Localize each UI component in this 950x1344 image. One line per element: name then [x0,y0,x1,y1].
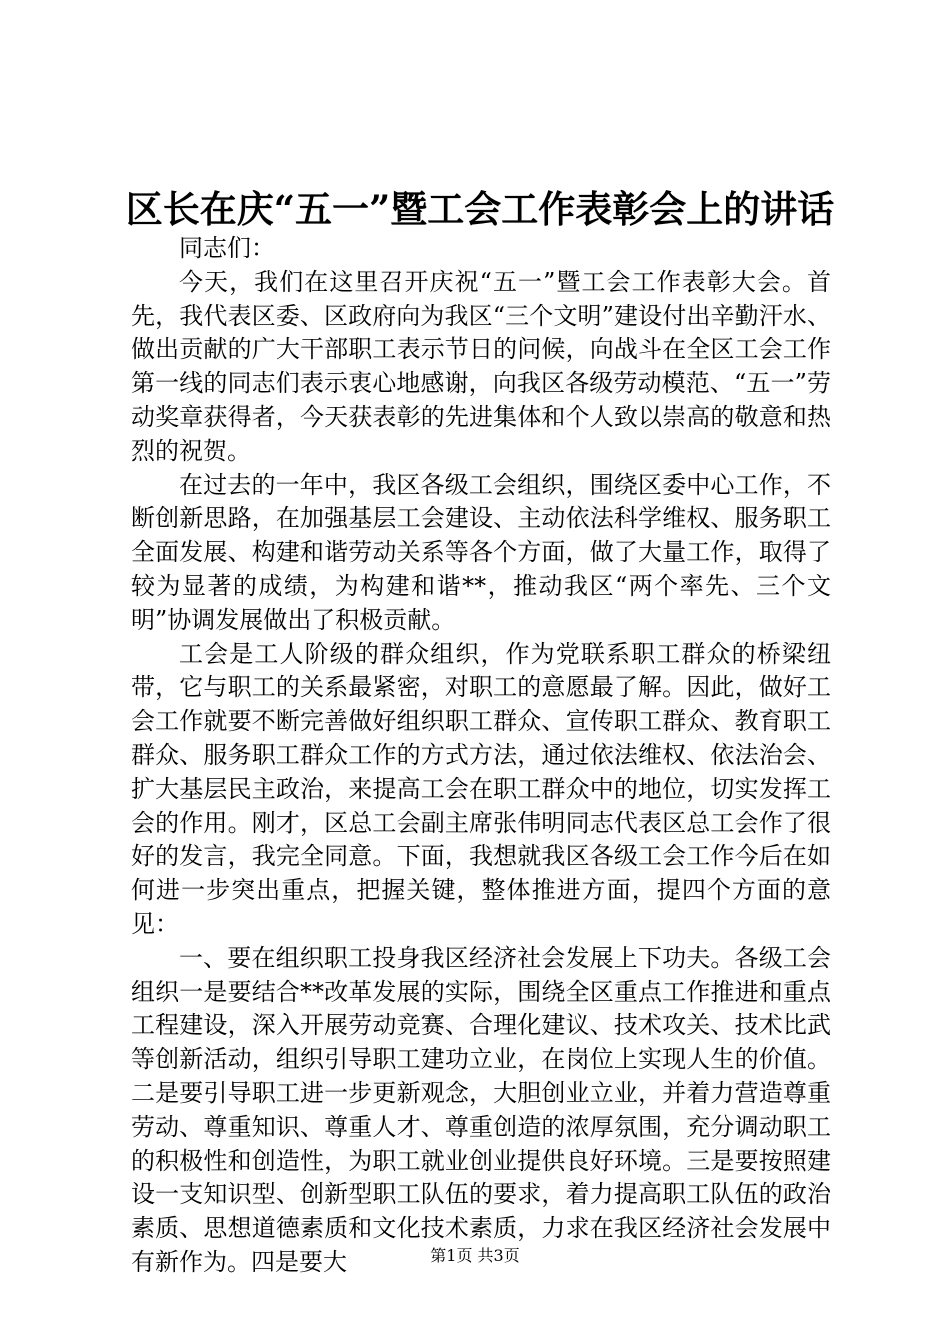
paragraph: 在过去的一年中，我区各级工会组织，围绕区委中心工作，不断创新思路，在加强基层工会建设、主动依法科学维权、服务职工全面发展、构建和谐劳动关系等各个方面，做了大量工作，取得了较为显著的成绩，为构建和谐**，推动我区“两个率先、三个文明”协调发展做出了积极贡献。 [131,470,831,634]
paragraph: 一、要在组织职工投身我区经济社会发展上下功夫。各级工会组织一是要结合**改革发展的实际，围绕全区重点工作推进和重点工程建设，深入开展劳动竞赛、合理化建议、技术攻关、技术比武等创新活动，组织引导职工建功立业，在岗位上实现人生的价值。二是要引导职工进一步更新观念，大胆创业立业，并着力营造尊重劳动、尊重知识、尊重人才、尊重创造的浓厚氛围，充分调动职工的积极性和创造性，为职工就业创业提供良好环境。三是要按照建设一支知识型、创新型职工队伍的要求，着力提高职工队伍的政治素质、思想道德素质和文化技术素质，力求在我区经济社会发展中有新作为。四是要大 [131,943,831,1276]
page-footer: 第1页 共3页 [430,1246,520,1265]
paragraph: 工会是工人阶级的群众组织，作为党联系职工群众的桥梁纽带，它与职工的关系最紧密，对职工的意愿最了解。因此，做好工会工作就要不断完善做好组织职工群众、宣传职工群众、教育职工群众、服务职工群众工作的方式方法，通过依法维权、依法治会、扩大基层民主政治，来提高工会在职工群众中的地位，切实发挥工会的作用。刚才，区总工会副主席张伟明同志代表区总工会作了很好的发言，我完全同意。下面，我想就我区各级工会工作今后在如何进一步突出重点，把握关键，整体推进方面，提四个方面的意见： [131,639,831,938]
salutation: 同志们： [179,234,275,262]
paragraph: 今天，我们在这里召开庆祝“五一”暨工会工作表彰大会。首先，我代表区委、区政府向为我区“三个文明”建设付出辛勤汗水、做出贡献的广大干部职工表示节日的问候，向战斗在全区工会工作第一线的同志们表示衷心地感谢，向我区各级劳动模范、“五一”劳动奖章获得者，今天获表彰的先进集体和个人致以崇高的敬意和热烈的祝贺。 [131,267,831,465]
document-title: 区长在庆“五一”暨工会工作表彰会上的讲话 [125,187,835,231]
document-body [131,232,831,1280]
